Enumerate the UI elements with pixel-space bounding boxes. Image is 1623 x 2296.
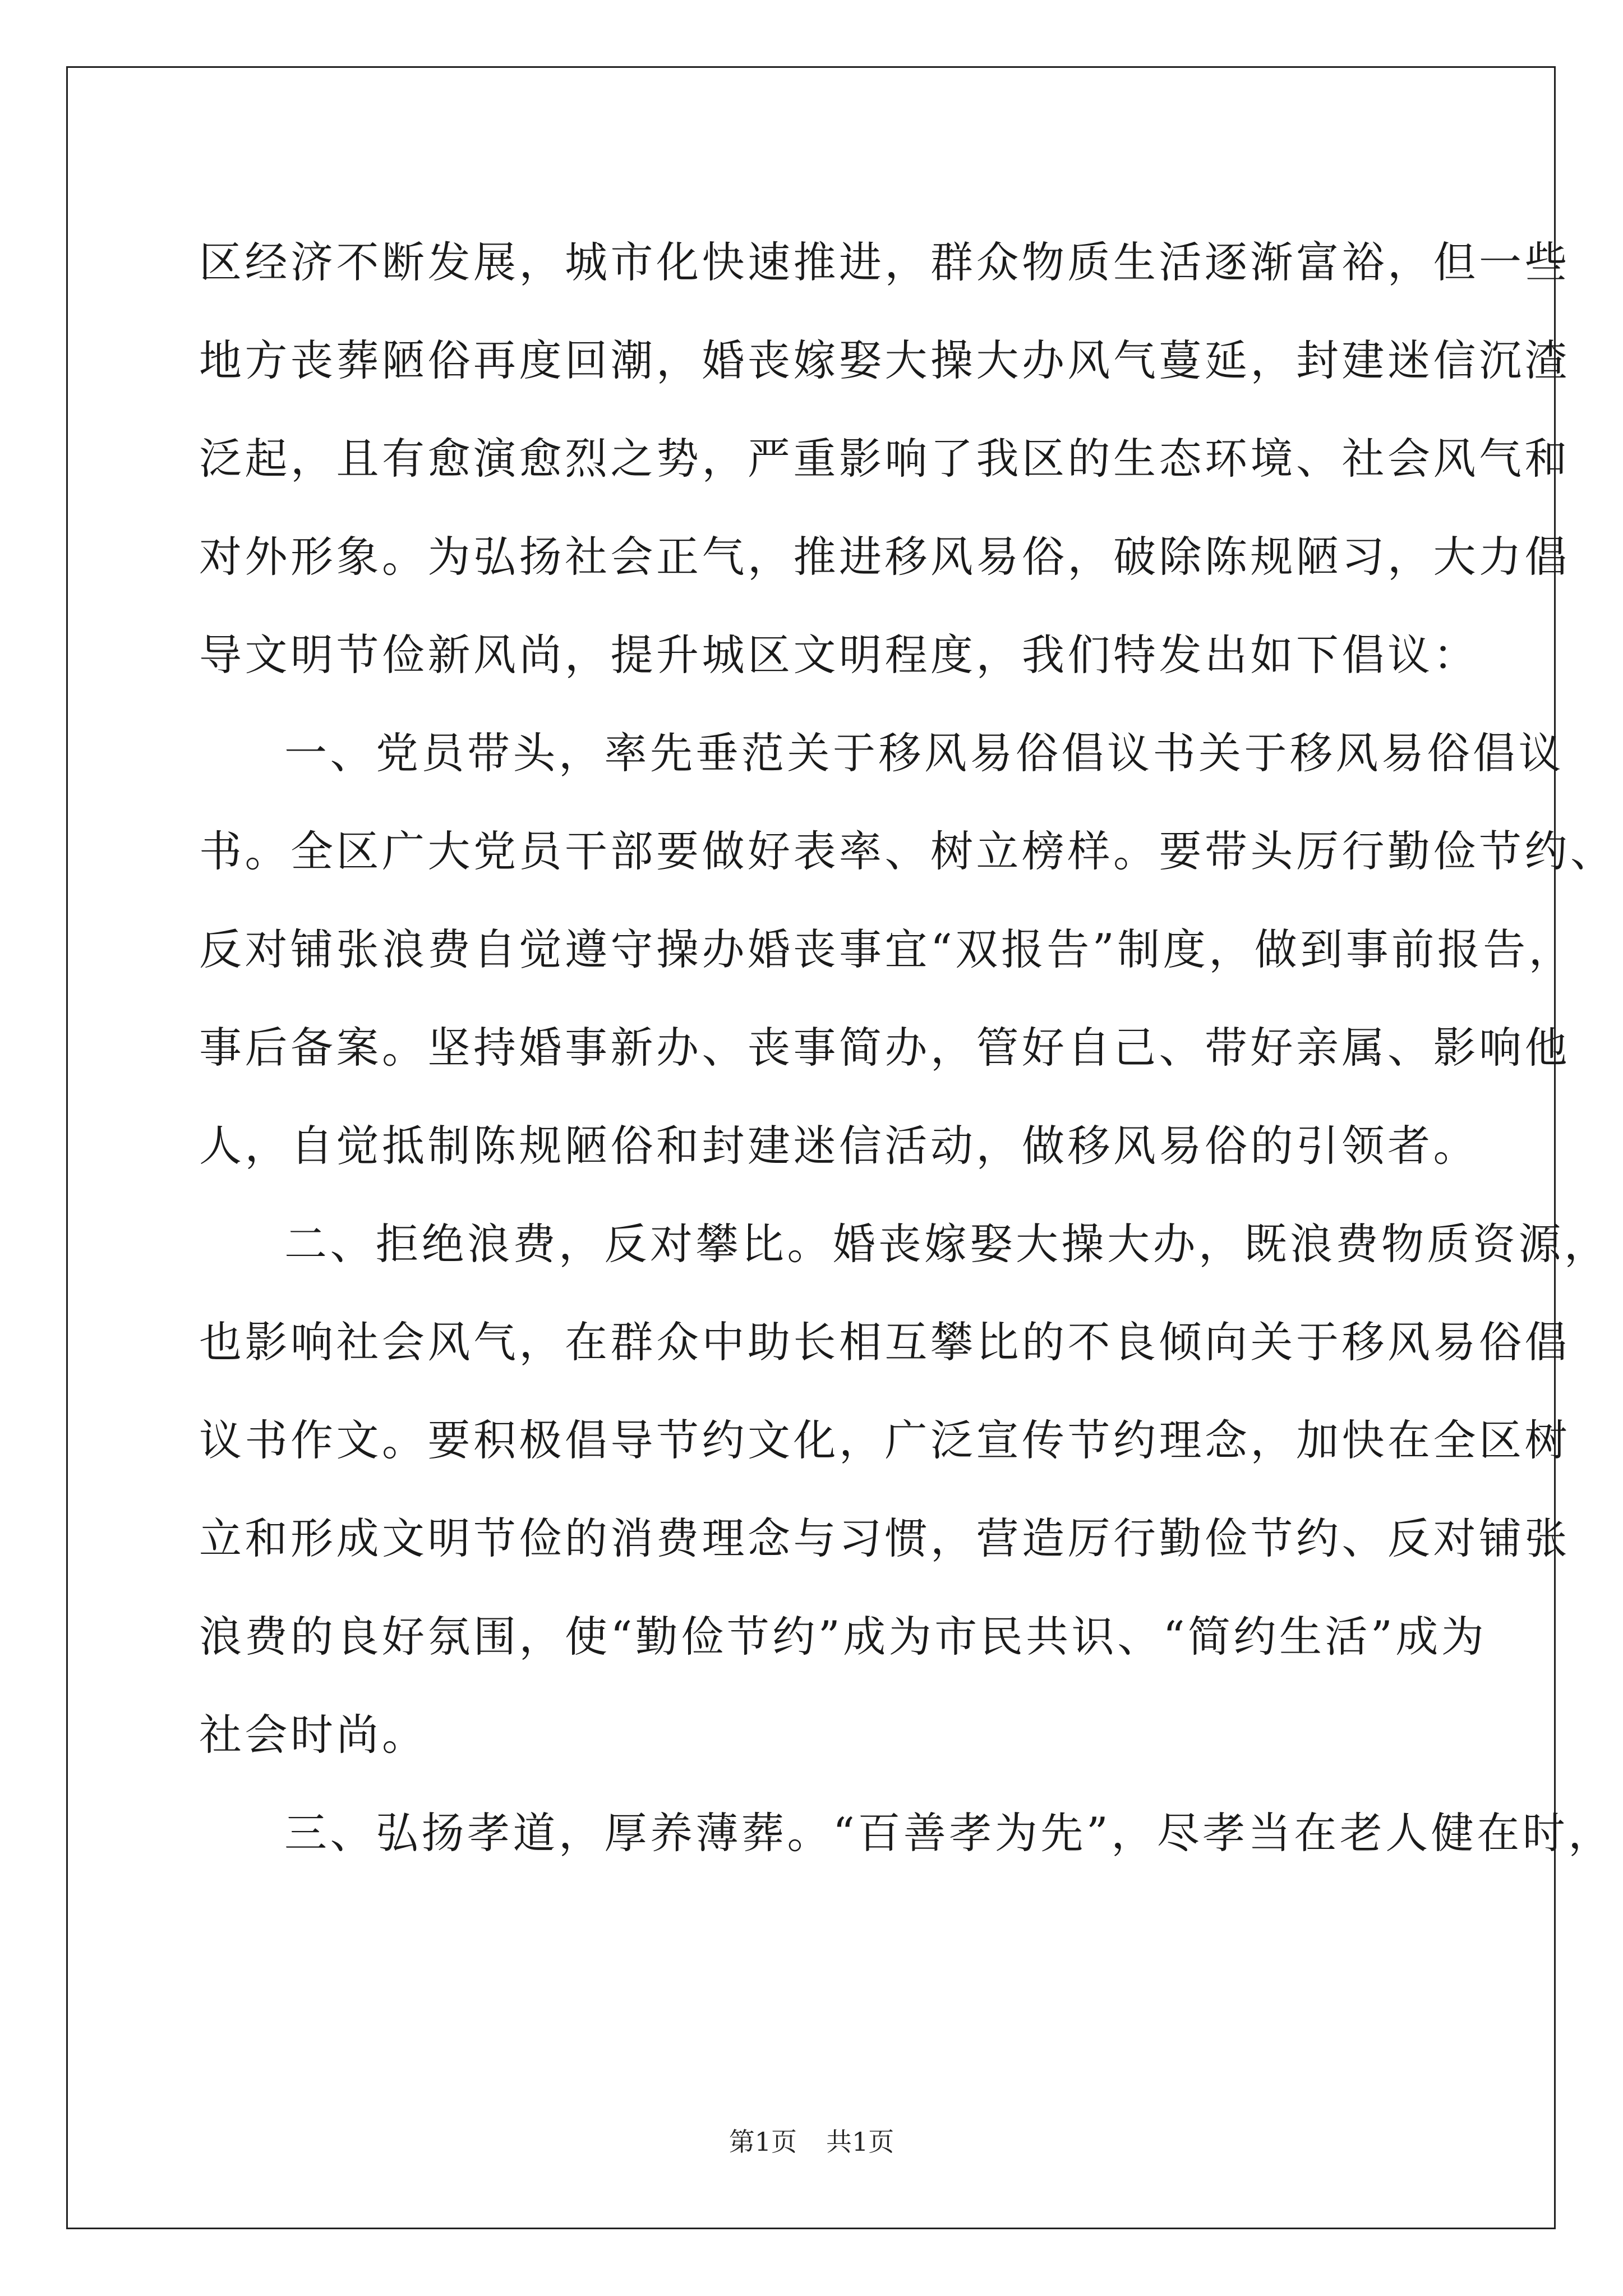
- page-number-total: 共1页: [826, 2127, 895, 2157]
- text-line: 社会时尚。: [199, 1710, 428, 1760]
- text-line: 地方丧葬陋俗再度回潮，婚丧嫁娶大操大办风气蔓延，封建迷信沉渣: [199, 335, 1570, 385]
- text-line: 反对铺张浪费自觉遵守操办婚丧事宜“双报告”制度，做到事前报告，: [199, 924, 1575, 974]
- text-line: 人，自觉抵制陈规陋俗和封建迷信活动，做移风易俗的引领者。: [199, 1121, 1479, 1171]
- text-line: 书。全区广大党员干部要做好表率、树立榜样。要带头厉行勤俭节约、: [199, 826, 1616, 876]
- text-line: 事后备案。坚持婚事新办、丧事简办，管好自己、带好亲属、影响他: [199, 1023, 1570, 1073]
- text-line: 区经济不断发展，城市化快速推进，群众物质生活逐渐富裕，但一些: [199, 237, 1570, 287]
- text-line: 泛起，且有愈演愈烈之势，严重影响了我区的生态环境、社会风气和: [199, 434, 1570, 484]
- text-line: 一、党员带头，率先垂范关于移风易俗倡议书关于移风易俗倡议: [284, 728, 1564, 778]
- text-line: 二、拒绝浪费，反对攀比。婚丧嫁娶大操大办，既浪费物质资源，: [284, 1219, 1610, 1269]
- text-line: 三、弘扬孝道，厚养薄葬。“百善孝为先”，尽孝当在老人健在时，: [284, 1808, 1614, 1858]
- page-footer: [0, 2125, 1623, 2159]
- document-body: [199, 213, 1616, 1882]
- text-line: 也影响社会风气，在群众中助长相互攀比的不良倾向关于移风易俗倡: [199, 1317, 1570, 1367]
- page-number-current: 第1页: [728, 2127, 797, 2157]
- text-line: 导文明节俭新风尚，提升城区文明程度，我们特发出如下倡议：: [199, 630, 1479, 680]
- text-line: 浪费的良好氛围，使“勤俭节约”成为市民共识、“简约生活”成为: [199, 1612, 1487, 1662]
- text-line: 议书作文。要积极倡导节约文化，广泛宣传节约理念，加快在全区树: [199, 1415, 1570, 1465]
- text-line: 对外形象。为弘扬社会正气，推进移风易俗，破除陈规陋习，大力倡: [199, 532, 1570, 582]
- text-line: 立和形成文明节俭的消费理念与习惯，营造厉行勤俭节约、反对铺张: [199, 1513, 1570, 1563]
